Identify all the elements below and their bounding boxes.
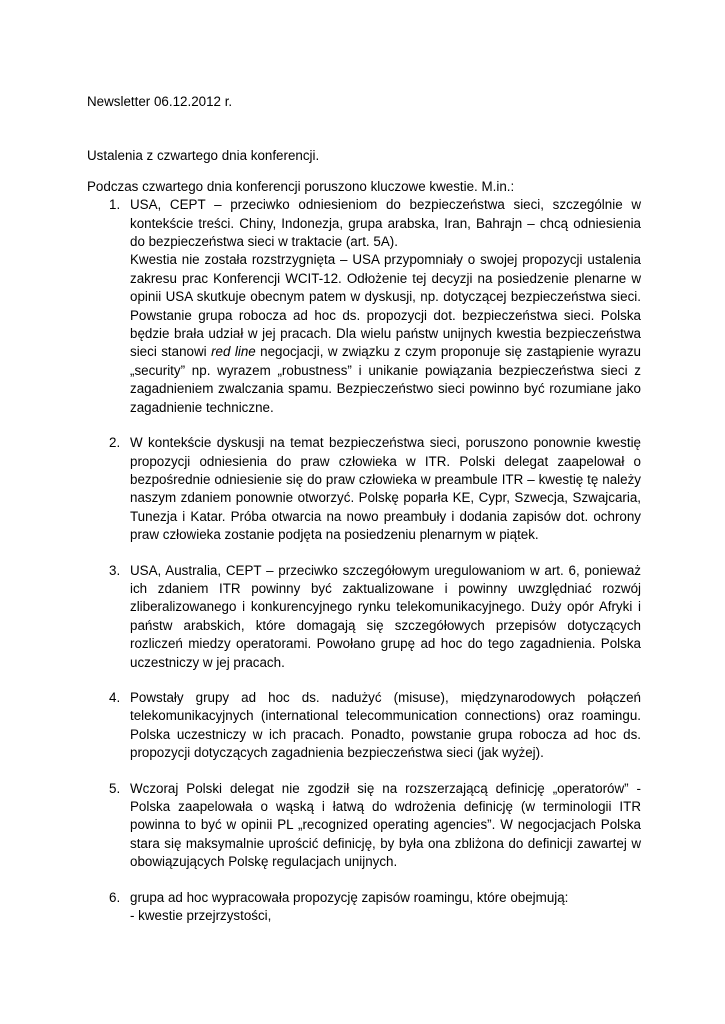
list-sub-item: - kwestie przejrzystości,	[130, 908, 272, 924]
list-item	[87, 780, 641, 872]
list-item-text-continuation: Kwestia nie została rozstrzygnięta – USA przypomniały o swojej propozycji ustalenia zakresu prac Konferencji WCIT-12. Odłożenie tej decyzji na posiedzenie plenarne w opinii USA skutkuje obecnym patem w dyskusji, np. dotyczącej bezpieczeństwa sieci. Powstanie grupa robocza ad hoc ds. propozycji dot. bezpieczeństwa sieci. Polska będzie brała udział w jej pracach. Dla wielu państw unijnych kwestia bezpieczeństwa sieci stanowi red line negocjacji, w związku z czym proponuje się zastąpienie wyrazu „security” np. wyrazem „robustness” i unikanie powiązania bezpieczeństwa sieci z zagadnieniem zwalczania spamu. Bezpieczeństwo sieci powinno być rozumiane jako zagadnienie techniczne.	[130, 252, 641, 415]
list-item-number: 6.	[109, 889, 121, 905]
intro-paragraph: Podczas czwartego dnia konferencji poruszono kluczowe kwestie. M.in.:	[87, 178, 515, 194]
list-item-number: 4.	[109, 689, 121, 705]
red-line-emphasis: red line	[211, 344, 256, 360]
list-item-number: 3.	[109, 562, 121, 578]
list-item-text: grupa ad hoc wypracowała propozycję zapisów roamingu, które obejmują:	[130, 889, 569, 905]
section-subtitle: Ustalenia z czwartego dnia konferencji.	[87, 148, 320, 164]
list-item-text: USA, Australia, CEPT – przeciwko szczegółowym uregulowaniom w art. 6, ponieważ ich zdaniem ITR powinny być zaktualizowane i powinny uwzględniać rozwój zliberalizowanego i konkurencyjnego rynku telekomunikacyjnego. Duży opór Afryki i państw arabskich, które domagają się szczegółowych przepisów dotyczących rozliczeń miedzy operatorami. Powołano grupę ad hoc do tego zagadnienia. Polska uczestniczy w jej pracach.	[130, 562, 641, 670]
list-item	[87, 196, 641, 417]
list-item-text: W kontekście dyskusji na temat bezpieczeństwa sieci, poruszono ponownie kwestię propozycji odniesienia do praw człowieka w ITR. Polski delegat zaapelował o bezpośrednie odniesienie się do praw człowieka w preambule ITR – kwestię tę należy naszym zdaniem ponownie otworzyć. Polskę poparła KE, Cypr, Szwecja, Szwajcaria, Tunezja i Katar. Próba otwarcia na nowo preambuły i dodania zapisów dot. ochrony praw człowieka zostanie podjęta na posiedzeniu plenarnym w piątek.	[130, 435, 641, 543]
issues-list	[87, 196, 641, 925]
list-item-number: 2.	[109, 435, 121, 451]
list-item-text: Powstały grupy ad hoc ds. nadużyć (misuse), międzynarodowych połączeń telekomunikacyjnych (international telecommunication connections) oraz roamingu. Polska uczestniczy w ich pracach. Ponadto, powstanie grupa robocza ad hoc ds. propozycji dotyczących zagadnienia bezpieczeństwa sieci (jak wyżej).	[130, 689, 641, 761]
list-item-number: 1.	[109, 197, 121, 213]
list-item-number: 5.	[109, 780, 121, 796]
list-item	[87, 689, 641, 763]
list-item	[87, 889, 641, 926]
list-item	[87, 562, 641, 672]
list-item-text: Wczoraj Polski delegat nie zgodził się na rozszerzającą definicję „operatorów” - Polska zaapelowała o wąską i łatwą do wdrożenia definicję (w terminologii ITR powinna to być w opinii PL „recognized operating agencies”. W negocjacjach Polska stara się maksymalnie uprościć definicję, by była ona zbliżona do definicji zawartej w obowiązujących Polskę regulacjach unijnych.	[130, 780, 641, 870]
list-item	[87, 434, 641, 544]
list-item-text: USA, CEPT – przeciwko odniesieniom do bezpieczeństwa sieci, szczególnie w kontekście treści. Chiny, Indonezja, grupa arabska, Iran, Bahrajn – chcą odniesienia do bezpieczeństwa sieci w traktacie (art. 5A).	[130, 197, 641, 250]
newsletter-date: Newsletter 06.12.2012 r.	[87, 94, 233, 109]
